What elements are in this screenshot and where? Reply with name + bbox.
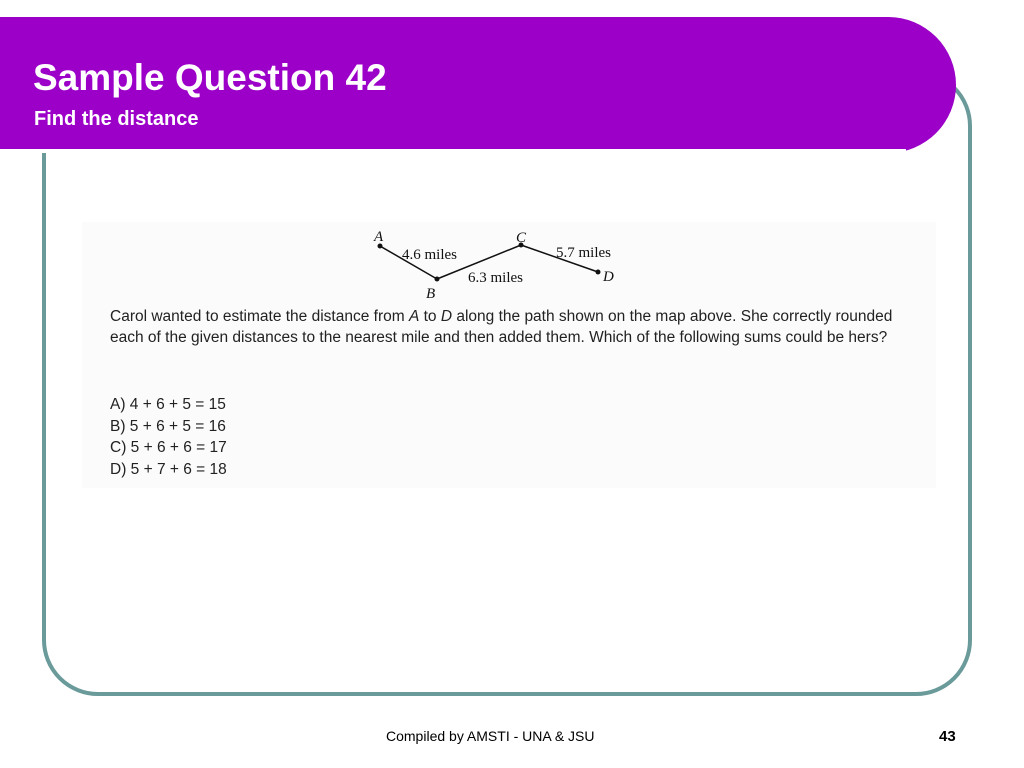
segment-label-cd: 5.7 miles <box>556 245 611 261</box>
slide-footer <box>0 728 1024 748</box>
slide-subtitle: Find the distance <box>34 108 199 130</box>
page-number: 43 <box>939 728 956 745</box>
question-text-part: to <box>419 308 441 325</box>
point-label-c: C <box>516 230 527 246</box>
segment-label-bc: 6.3 miles <box>468 270 523 286</box>
question-text <box>110 306 910 348</box>
point-label-a: A <box>374 229 384 245</box>
answer-choice-b: B) 5 + 6 + 5 = 16 <box>110 417 226 435</box>
point-b-dot <box>435 277 440 282</box>
question-text-part: along the path shown on the map above. She correctly rounded each of the given distances to the nearest mile and then added them. Which of the following sums could be hers? <box>110 308 893 346</box>
segment-label-ab: 4.6 miles <box>402 247 457 263</box>
point-label-b: B <box>426 286 436 302</box>
answer-choice-d: D) 5 + 7 + 6 = 18 <box>110 460 227 478</box>
question-point-a: A <box>408 308 420 325</box>
header-divider <box>0 149 906 153</box>
point-label-d: D <box>603 269 614 285</box>
answer-choice-a: A) 4 + 6 + 5 = 15 <box>110 396 226 413</box>
question-image <box>82 222 936 488</box>
footer-credit: Compiled by AMSTI - UNA & JSU <box>386 728 595 744</box>
point-d-dot <box>596 270 601 275</box>
question-text-part: Carol wanted to estimate the distance from <box>110 308 409 325</box>
title-banner <box>0 17 956 153</box>
answer-choices <box>110 394 227 480</box>
question-point-d: D <box>440 308 453 325</box>
slide-title: Sample Question 42 <box>33 57 387 98</box>
answer-choice-c: C) 5 + 6 + 6 = 17 <box>110 439 227 456</box>
path-map <box>82 222 936 302</box>
